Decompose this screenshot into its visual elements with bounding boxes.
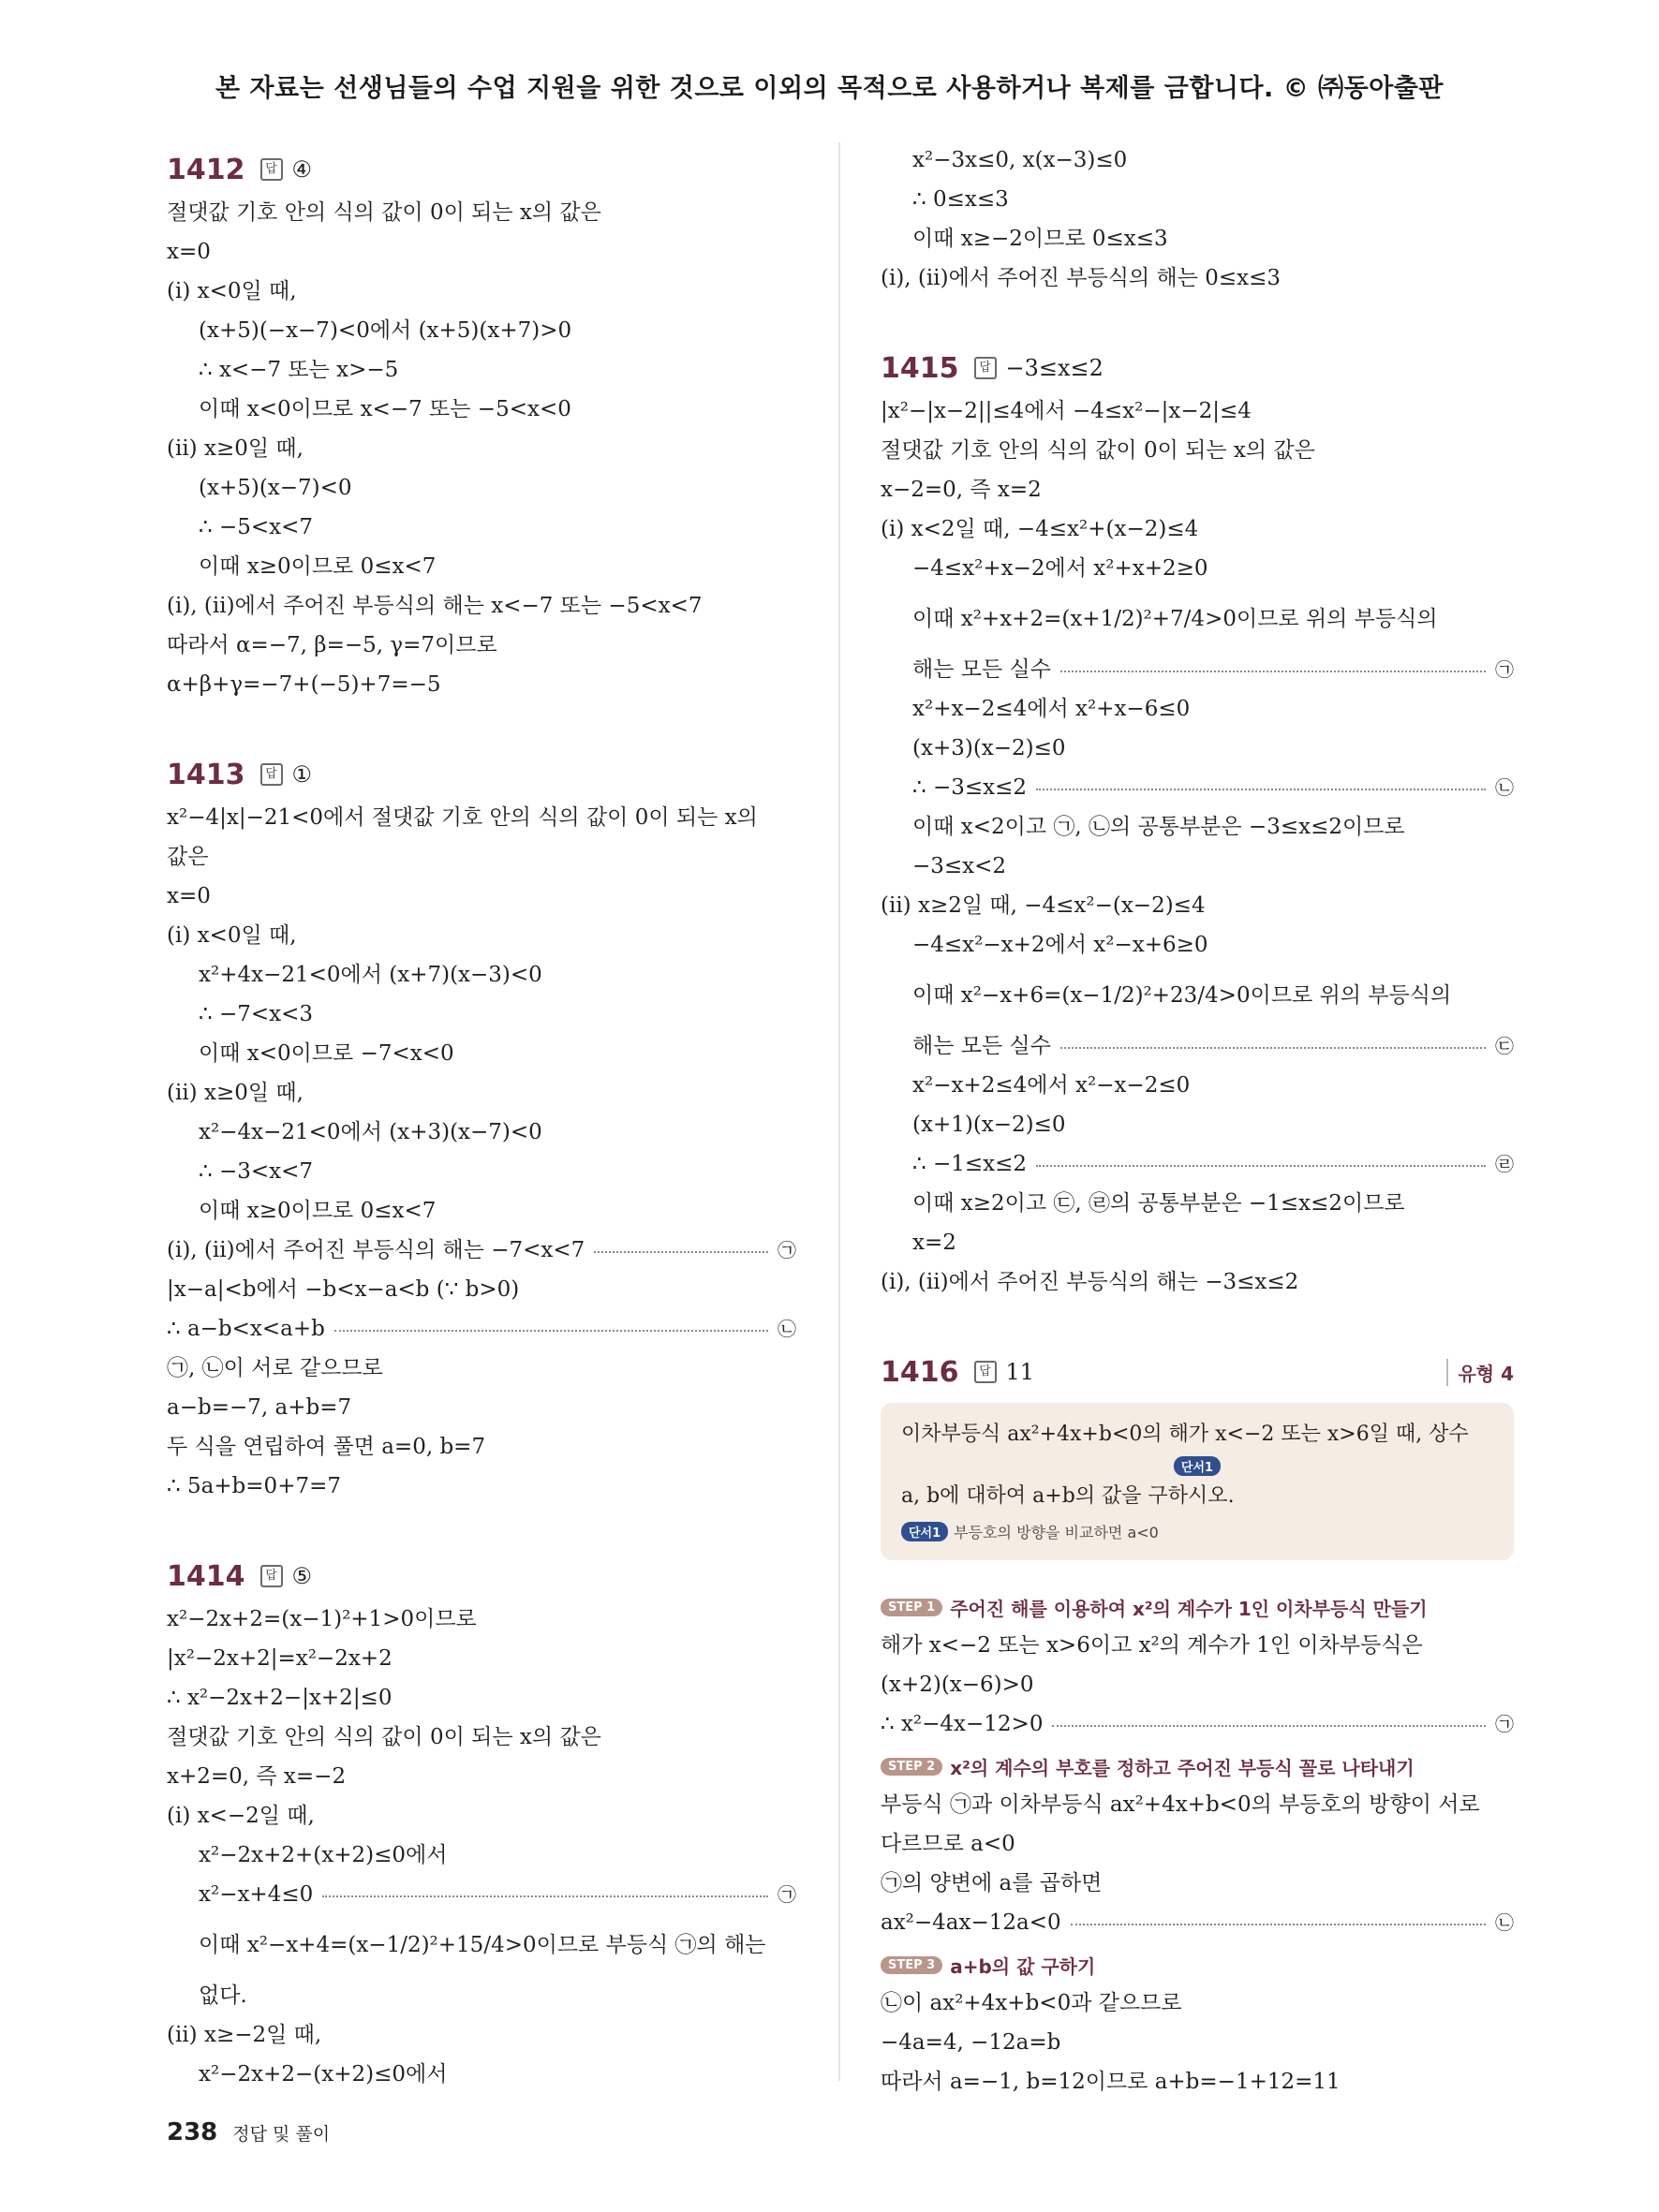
solution-line: |x²−2x+2|=x²−2x+2	[167, 1646, 393, 1671]
solution-line: −3≤x<2	[912, 854, 1007, 878]
problem-number: 1414	[167, 1559, 245, 1593]
right-column	[881, 140, 1514, 2101]
solution-text: (ⅰ), (ⅱ)에서 주어진 부등식의 해는 −7<x<7	[167, 1238, 585, 1262]
solution-text: ∴ −3≤x≤2	[912, 775, 1027, 800]
solution-line: (ⅱ) x≥−2일 때,	[167, 2023, 322, 2047]
solution-line-marked	[881, 1026, 1514, 1066]
problem-header-1412	[167, 146, 796, 193]
solution-line: x²−2x+2+(x+2)≤0에서	[199, 1843, 448, 1867]
answer-value: −3≤x≤2	[1005, 355, 1104, 381]
solution-line: ㉠의 양변에 a를 곱하면	[881, 1871, 1103, 1895]
clue-tag-row	[901, 1453, 1493, 1478]
solution-text: ∴ x²−4x−12>0	[881, 1712, 1044, 1736]
solution-line-marked	[881, 1144, 1514, 1184]
answer-value: ④	[291, 156, 313, 183]
solution-line: 이때 x≥0이므로 0≤x<7	[199, 554, 437, 579]
left-column	[167, 140, 796, 2094]
answer-value: ⑤	[291, 1563, 313, 1589]
solution-line: (x+5)(x−7)<0	[199, 476, 352, 500]
solution-line-marked	[881, 768, 1514, 807]
step-badge: STEP 3	[881, 1956, 942, 1974]
solution-line: x=0	[167, 884, 211, 908]
step-title: 주어진 해를 이용하여 x²의 계수가 1인 이차부등식 만들기	[950, 1597, 1428, 1620]
answer-icon: 답	[260, 763, 283, 786]
solution-line: (x+1)(x−2)≤0	[912, 1113, 1066, 1137]
step-heading	[881, 1588, 1514, 1626]
solution-line: x=0	[167, 240, 211, 264]
solution-text: x²−x+4≤0	[199, 1882, 314, 1907]
step-title: a+b의 값 구하기	[950, 1954, 1096, 1978]
solution-line: (x+2)(x−6)>0	[881, 1673, 1034, 1697]
equation-marker: ㉠	[778, 1883, 796, 1906]
solution-line: (ⅰ), (ⅱ)에서 주어진 부등식의 해는 x<−7 또는 −5<x<7	[167, 594, 703, 618]
solution-line: 이때 x<2이고 ㉠, ㉡의 공통부분은 −3≤x≤2이므로	[912, 815, 1405, 839]
clue-tag: 단서1	[1174, 1456, 1221, 1476]
solution-text: ∴ a−b<x<a+b	[167, 1317, 325, 1341]
solution-line: |x−a|<b에서 −b<x−a<b (∵ b>0)	[167, 1277, 520, 1302]
solution-line: 절댓값 기호 안의 식의 값이 0이 되는 x의 값은	[881, 438, 1315, 463]
equation-marker: ㉠	[778, 1239, 796, 1261]
solution-line: ∴ −7<x<3	[199, 1002, 313, 1026]
solution-line: 따라서 α=−7, β=−5, γ=7이므로	[167, 633, 497, 657]
solution-text: 해는 모든 실수	[912, 1034, 1051, 1058]
solution-line: α+β+γ=−7+(−5)+7=−5	[167, 672, 441, 697]
solution-line: x²−4|x|−21<0에서 절댓값 기호 안의 식의 값이 0이 되는 x의	[167, 805, 758, 830]
leader-dots	[322, 1895, 768, 1897]
answer-icon: 답	[260, 158, 283, 181]
solution-line: (ⅰ) x<2일 때, −4≤x²+(x−2)≤4	[881, 517, 1199, 541]
leader-dots	[1060, 671, 1486, 672]
solution-line: (ⅰ), (ⅱ)에서 주어진 부등식의 해는 0≤x≤3	[881, 266, 1281, 290]
solution-line: 없다.	[199, 1983, 247, 2008]
solution-line: ㉠, ㉡이 서로 같으므로	[167, 1356, 383, 1380]
solution-line: ∴ −5<x<7	[199, 515, 313, 539]
step-heading	[881, 1946, 1514, 1983]
leader-dots	[1071, 1924, 1486, 1925]
solution-line: a−b=−7, a+b=7	[167, 1395, 352, 1420]
answer-value: ①	[291, 761, 313, 788]
solution-line: 해가 x<−2 또는 x>6이고 x²의 계수가 1인 이차부등식은	[881, 1633, 1423, 1658]
solution-line: (ⅰ), (ⅱ)에서 주어진 부등식의 해는 −3≤x≤2	[881, 1270, 1299, 1294]
equation-marker: ㉢	[1495, 1035, 1514, 1057]
problem-number: 1413	[167, 758, 245, 791]
solution-line: x²−2x+2=(x−1)²+1>0이므로	[167, 1607, 477, 1631]
solution-line: x=2	[912, 1231, 956, 1255]
hint-tag: 단서1	[901, 1522, 948, 1541]
copyright-notice: 본 자료는 선생님들의 수업 지원을 위한 것으로 이외의 목적으로 사용하거나 복제를 금합니다. © ㈜동아출판	[215, 74, 1444, 103]
leader-dots	[1052, 1725, 1486, 1727]
step-badge: STEP 1	[881, 1599, 942, 1616]
solution-line: 절댓값 기호 안의 식의 값이 0이 되는 x의 값은	[167, 1725, 601, 1749]
solution-line: x+2=0, 즉 x=−2	[167, 1764, 347, 1789]
solution-line: 다르므로 a<0	[881, 1832, 1015, 1856]
problem-number: 1412	[167, 153, 245, 186]
problem-header-1413	[167, 751, 796, 798]
hint-row	[901, 1515, 1493, 1547]
answer-icon: 답	[974, 357, 997, 379]
hint-text: 부등호의 방향을 비교하면 a<0	[954, 1523, 1159, 1541]
solution-line: (ⅰ) x<−2일 때,	[167, 1804, 315, 1828]
solution-line: x²+x−2≤4에서 x²+x−6≤0	[912, 697, 1191, 721]
answer-icon: 답	[974, 1361, 997, 1383]
solution-line: 값은	[167, 845, 209, 869]
solution-line: 이때 x²−x+4=(x−1/2)²+15/4>0이므로 부등식 ㉠의 해는	[199, 1933, 766, 1957]
solution-line: (ⅰ) x<0일 때,	[167, 923, 297, 948]
solution-line: 이때 x≥0이므로 0≤x<7	[199, 1199, 437, 1223]
solution-line: 이때 x<0이므로 x<−7 또는 −5<x<0	[199, 397, 571, 421]
leader-dots	[1060, 1047, 1486, 1049]
solution-line: x²−2x+2−(x+2)≤0에서	[199, 2062, 448, 2087]
solution-line: −4≤x²+x−2에서 x²+x+2≥0	[912, 556, 1208, 581]
equation-marker: ㉡	[1495, 1911, 1514, 1934]
solution-line: x²−x+2≤4에서 x²−x−2≤0	[912, 1073, 1191, 1098]
leader-dots	[1036, 1165, 1486, 1167]
solution-line: ∴ −3<x<7	[199, 1159, 313, 1184]
solution-line: (x+5)(−x−7)<0에서 (x+5)(x+7)>0	[199, 318, 572, 343]
solution-line: 이때 x≥−2이므로 0≤x≤3	[912, 227, 1168, 251]
solution-line: 이때 x<0이므로 −7<x<0	[199, 1041, 454, 1066]
problem-text: a, b에 대하여 a+b의 값을 구하시오.	[901, 1484, 1235, 1508]
solution-line: x−2=0, 즉 x=2	[881, 478, 1042, 502]
solution-line: ∴ 5a+b=0+7=7	[167, 1474, 341, 1498]
solution-text: ax²−4ax−12a<0	[881, 1910, 1061, 1935]
problem-number: 1416	[881, 1355, 959, 1389]
solution-line: (ⅰ) x<0일 때,	[167, 279, 297, 303]
equation-marker: ㉡	[778, 1318, 796, 1340]
problem-header-1416	[881, 1349, 1514, 1395]
step-title: x²의 계수의 부호를 정하고 주어진 부등식 꼴로 나타내기	[950, 1756, 1415, 1779]
solution-line: ∴ x<−7 또는 x>−5	[199, 358, 399, 382]
solution-line-marked	[881, 1903, 1514, 1942]
solution-line: 이때 x²+x+2=(x+1/2)²+7/4>0이므로 위의 부등식의	[912, 607, 1438, 631]
problem-text: 이차부등식 ax²+4x+b<0의 해가 x<−2 또는 x>6일 때, 상수	[901, 1423, 1469, 1446]
solution-line: ㉡이 ax²+4x+b<0과 같으므로	[881, 1991, 1182, 2015]
solution-line: 부등식 ㉠과 이차부등식 ax²+4x+b<0의 부등호의 방향이 서로	[881, 1792, 1480, 1817]
solution-line: x²−4x−21<0에서 (x+3)(x−7)<0	[199, 1120, 542, 1144]
solution-line: ∴ x²−2x+2−|x+2|≤0	[167, 1686, 393, 1710]
solution-text: 해는 모든 실수	[912, 657, 1051, 682]
answer-value: 11	[1005, 1359, 1035, 1385]
leader-dots	[334, 1330, 768, 1332]
equation-marker: ㉠	[1495, 1713, 1514, 1735]
solution-line-marked	[167, 1309, 796, 1349]
equation-marker: ㉣	[1495, 1153, 1514, 1175]
page-footer	[167, 2118, 330, 2146]
solution-text: ∴ −1≤x≤2	[912, 1152, 1027, 1176]
solution-line-marked	[881, 650, 1514, 689]
solution-line: (ⅱ) x≥0일 때,	[167, 1081, 304, 1105]
solution-line-marked	[167, 1875, 796, 1914]
problem-header-1415	[881, 345, 1514, 391]
solution-line: 따라서 a=−1, b=12이므로 a+b=−1+12=11	[881, 2070, 1341, 2094]
equation-marker: ㉠	[1495, 658, 1514, 681]
solution-line-marked	[881, 1704, 1514, 1744]
solution-line: 이때 x²−x+6=(x−1/2)²+23/4>0이므로 위의 부등식의	[912, 983, 1452, 1008]
solution-line: |x²−|x−2||≤4에서 −4≤x²−|x−2|≤4	[881, 399, 1252, 423]
step-heading	[881, 1747, 1514, 1785]
problem-type-label: 유형 4	[1446, 1359, 1514, 1386]
leader-dots	[1036, 789, 1486, 790]
solution-line: 두 식을 연립하여 풀면 a=0, b=7	[167, 1435, 486, 1459]
solution-line: x²−3x≤0, x(x−3)≤0	[912, 148, 1128, 172]
solution-line: (ⅱ) x≥0일 때,	[167, 436, 304, 461]
answer-icon: 답	[260, 1565, 283, 1587]
solution-line: 절댓값 기호 안의 식의 값이 0이 되는 x의 값은	[167, 200, 601, 225]
solution-line: 이때 x≥2이고 ㉢, ㉣의 공통부분은 −1≤x≤2이므로	[912, 1191, 1405, 1216]
problem-header-1414	[167, 1553, 796, 1600]
footer-label: 정답 및 풀이	[232, 2124, 331, 2145]
page-number: 238	[167, 2118, 218, 2146]
step-badge: STEP 2	[881, 1758, 942, 1776]
solution-line: ∴ 0≤x≤3	[912, 187, 1009, 212]
leader-dots	[594, 1251, 768, 1253]
problem-box	[881, 1403, 1514, 1560]
solution-line: −4≤x²−x+2에서 x²−x+6≥0	[912, 933, 1208, 957]
solution-line-marked	[167, 1231, 796, 1270]
column-divider	[838, 142, 840, 2081]
equation-marker: ㉡	[1495, 776, 1514, 799]
solution-line: (x+3)(x−2)≤0	[912, 736, 1066, 760]
solution-line: x²+4x−21<0에서 (x+7)(x−3)<0	[199, 963, 542, 987]
solution-line: −4a=4, −12a=b	[881, 2030, 1061, 2055]
solution-line: (ⅱ) x≥2일 때, −4≤x²−(x−2)≤4	[881, 893, 1206, 918]
problem-number: 1415	[881, 351, 959, 385]
